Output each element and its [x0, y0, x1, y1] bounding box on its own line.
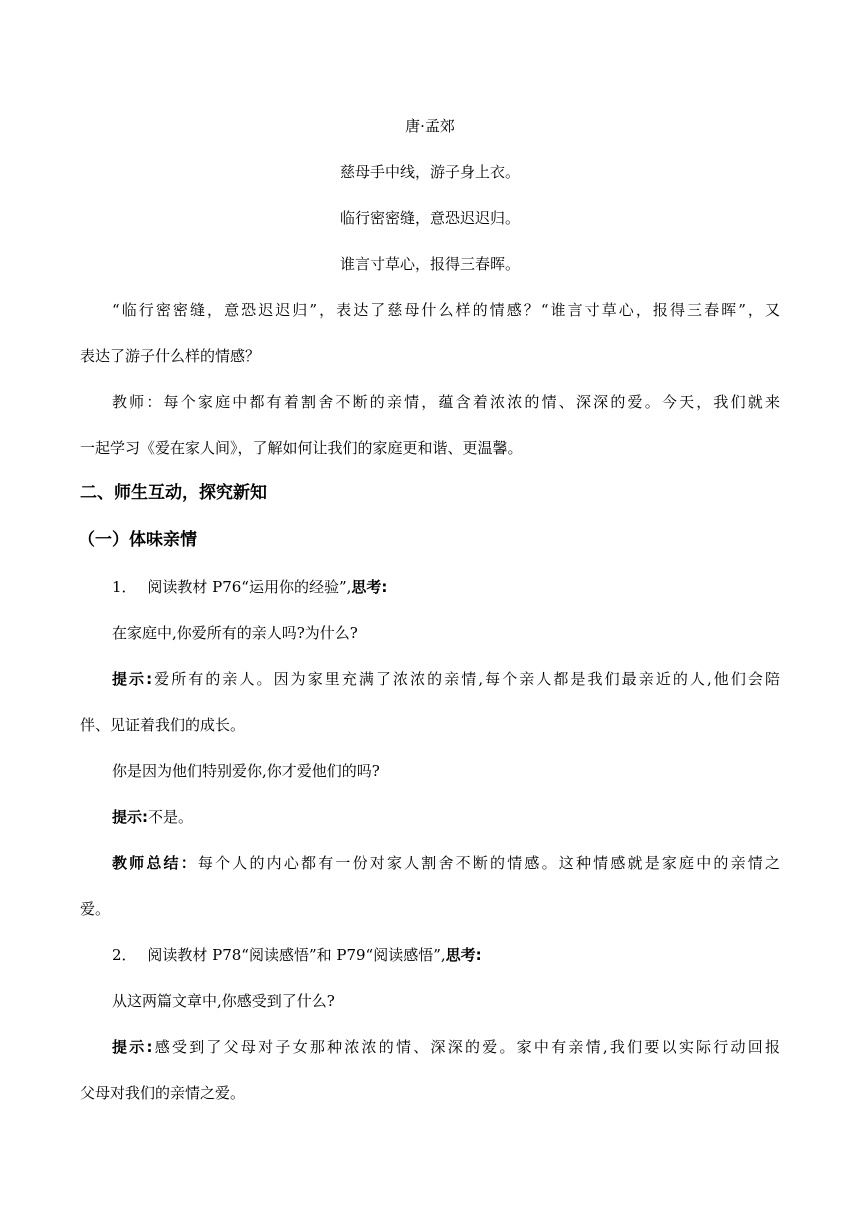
poem-line-2: 临行密密缝，意恐迟迟归。: [339, 209, 520, 227]
item-2-question-1: 从这两篇文章中,你感受到了什么?: [112, 992, 335, 1010]
item-2-prompt: [112, 945, 482, 965]
poem-line-3: 谁言寸草心，报得三春晖。: [339, 255, 520, 273]
item-1-think-label: 思考:: [351, 578, 388, 596]
section-heading: 二、师生互动，探究新知: [80, 483, 267, 503]
item-2-number: 2．: [112, 946, 137, 964]
poem-line-1: 慈母手中线，游子身上衣。: [339, 163, 520, 181]
hint-label: 提示:: [112, 1038, 153, 1056]
item-2-think-label: 思考:: [445, 946, 482, 964]
item-1-text: 阅读教材 P76“运用你的经验”,: [147, 578, 352, 596]
hint-text: 爱所有的亲人。因为家里充满了浓浓的亲情,每个亲人都是我们最亲近的人,他们会陪: [152, 670, 780, 688]
intro-teacher-line-1: 教师：每个家庭中都有着割舍不断的亲情，蕴含着浓浓的情、深深的爱。今天，我们就来: [112, 393, 780, 411]
item-1-prompt: [112, 577, 387, 597]
teacher-summary-line-1: [112, 853, 780, 873]
hint-label: 提示:: [112, 670, 153, 688]
item-1-question-1: 在家庭中,你爱所有的亲人吗?为什么?: [112, 624, 358, 642]
summary-label: 教师总结：: [112, 854, 198, 872]
summary-text: 每个人的内心都有一份对家人割舍不断的情感。这种情感就是家庭中的亲情之: [197, 854, 780, 872]
item-2-text: 阅读教材 P78“阅读感悟”和 P79“阅读感悟”,: [147, 946, 446, 964]
intro-teacher-line-2: 一起学习《爱在家人间》，了解如何让我们的家庭更和谐、更温馨。: [80, 439, 523, 457]
hint-text: 感受到了父母对子女那种浓浓的情、深深的爱。家中有亲情,我们要以实际行动回报: [152, 1038, 781, 1056]
item-1-hint-1-line-1: [112, 669, 780, 689]
hint-text: 不是。: [148, 808, 194, 826]
item-1-question-2: 你是因为他们特别爱你,你才爱他们的吗?: [112, 762, 380, 780]
subsection-heading: （一）体味亲情: [78, 530, 197, 550]
item-1-hint-2: [112, 807, 193, 827]
hint-label: 提示:: [112, 808, 148, 826]
item-2-hint-line-1: [112, 1037, 780, 1057]
item-2-hint-line-2: 父母对我们的亲情之爱。: [80, 1084, 246, 1102]
poem-author: 唐·孟郊: [405, 117, 455, 135]
intro-question-line-1: “临行密密缝，意恐迟迟归”，表达了慈母什么样的情感？“谁言寸草心，报得三春晖”，又: [112, 301, 780, 319]
intro-question-line-2: 表达了游子什么样的情感？: [80, 347, 261, 365]
teacher-summary-line-2: 爱。: [80, 900, 111, 918]
item-1-number: 1．: [112, 578, 137, 596]
item-1-hint-1-line-2: 伴、见证着我们的成长。: [80, 716, 246, 734]
